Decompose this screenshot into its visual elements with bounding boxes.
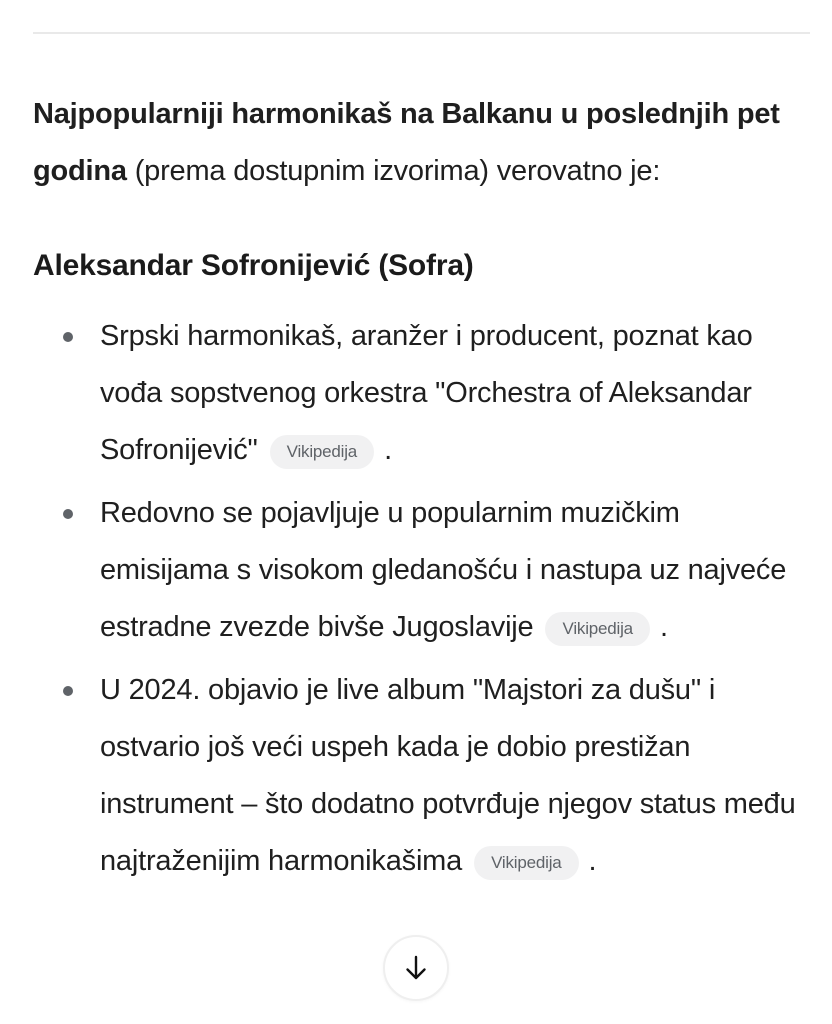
answer-content bbox=[0, 86, 832, 890]
bullet-suffix: . bbox=[384, 434, 392, 466]
bullet-text: U 2024. objavio je live album "Majstori za dušu" i ostvario još veći uspeh kada je dobio prestižan instrument – što dodatno potvrđuje njegov status među najtraženijim harmonikašima bbox=[100, 674, 796, 877]
source-badge-vikipedija[interactable]: Vikipedija bbox=[545, 612, 649, 646]
bullet-body bbox=[100, 485, 800, 656]
arrow-down-icon bbox=[399, 951, 433, 985]
scroll-to-bottom-button[interactable] bbox=[383, 935, 449, 1001]
bullet-text: Srpski harmonikaš, aranžer i producent, poznat kao vođa sopstvenog orkestra "Orchestra of Aleksandar Sofronijević" bbox=[100, 320, 753, 466]
intro-bold-text: Najpopularniji harmonikaš na Balkanu u poslednjih pet godina bbox=[33, 98, 780, 187]
bullet-text: Redovno se pojavljuje u popularnim muzičkim emisijama s visokom gledanošću i nastupa uz najveće estradne zvezde bivše Jugoslavije bbox=[100, 497, 787, 643]
bullet-body bbox=[100, 308, 800, 479]
bullet-suffix: . bbox=[588, 845, 597, 877]
bullet-list bbox=[33, 308, 808, 890]
source-badge-vikipedija[interactable]: Vikipedija bbox=[270, 435, 374, 469]
intro-regular-text: (prema dostupnim izvorima) verovatno je: bbox=[126, 155, 661, 187]
intro-paragraph bbox=[33, 86, 793, 200]
list-item bbox=[33, 662, 808, 890]
list-item bbox=[33, 308, 808, 479]
source-badge-vikipedija[interactable]: Vikipedija bbox=[474, 846, 578, 880]
bullet-dot-icon bbox=[63, 686, 73, 696]
list-item bbox=[33, 485, 808, 656]
bullet-dot-icon bbox=[63, 332, 73, 342]
bullet-suffix: . bbox=[659, 611, 668, 643]
top-divider bbox=[33, 32, 810, 34]
bullet-body bbox=[100, 662, 800, 890]
section-heading: Aleksandar Sofronijević (Sofra) bbox=[33, 249, 474, 282]
bullet-dot-icon bbox=[63, 509, 73, 519]
